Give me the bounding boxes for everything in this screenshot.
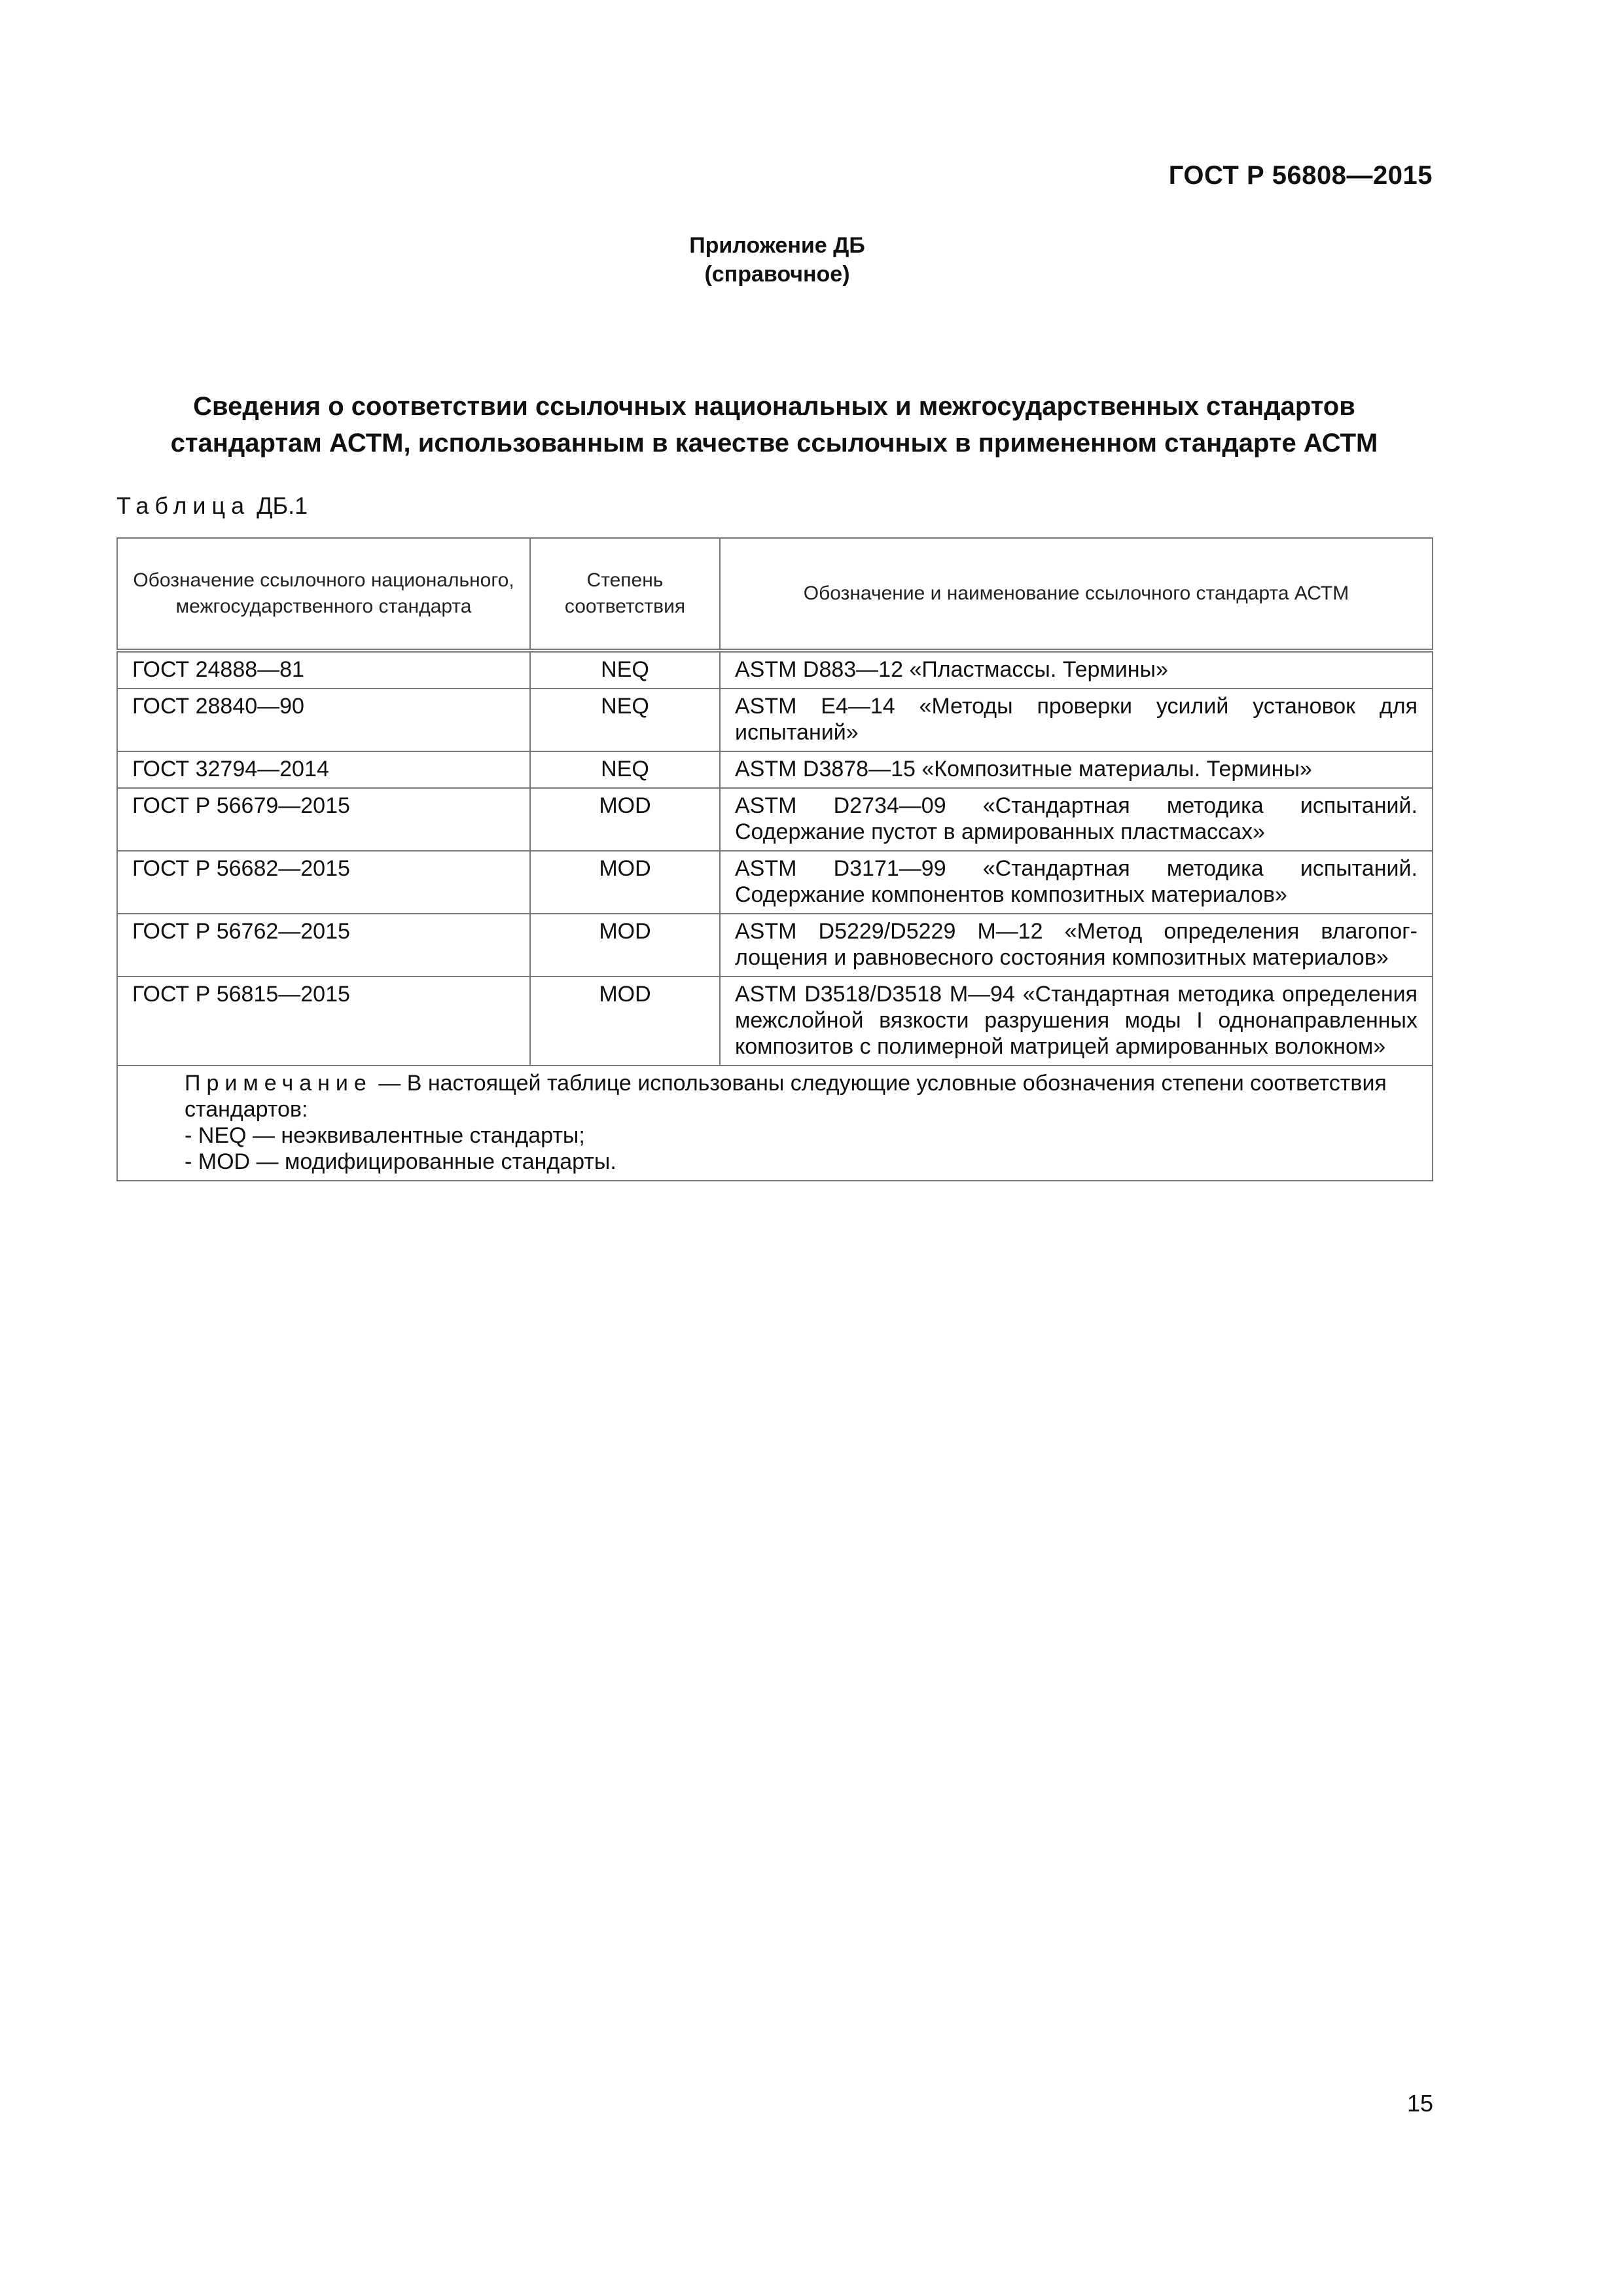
table-header-row: [117, 538, 1433, 651]
table-row: [117, 689, 1433, 751]
cell-degree: MOD: [530, 851, 720, 914]
table-row: [117, 751, 1433, 788]
note-label: Примечание: [185, 1071, 372, 1096]
cell-degree: MOD: [530, 914, 720, 977]
cell-astm: ASTM D3878—15 «Композитные материалы. Термины»: [720, 751, 1433, 788]
appendix-title: Приложение ДБ: [689, 233, 865, 258]
cell-code: ГОСТ Р 56762—2015: [117, 914, 530, 977]
header-national-standard: Обозначение ссылочного национального, межгосударственного стандарта: [117, 538, 530, 651]
header-degree: Степень соответствия: [530, 538, 720, 651]
cell-code: ГОСТ Р 56682—2015: [117, 851, 530, 914]
table-row: [117, 914, 1433, 977]
section-title-line-2: стандартам АСТМ, использованным в качестве ссылочных в примененном стандарте АСТМ: [170, 429, 1378, 457]
cell-code: ГОСТ Р 56679—2015: [117, 788, 530, 851]
cell-astm: ASTM E4—14 «Методы проверки усилий установок для испытаний»: [720, 689, 1433, 751]
header-astm-standard: Обозначение и наименование ссылочного стандарта АСТМ: [720, 538, 1433, 651]
cell-astm: ASTM D3171—99 «Стандартная методика испытаний. Содержание компонентов композитных материалов»: [720, 851, 1433, 914]
cell-degree: NEQ: [530, 651, 720, 689]
cell-code: ГОСТ Р 56815—2015: [117, 977, 530, 1066]
table-row: [117, 851, 1433, 914]
section-title-line-1: Сведения о соответствии ссылочных национальных и межгосударственных стандартов: [193, 392, 1355, 421]
table-row: [117, 788, 1433, 851]
cell-degree: NEQ: [530, 689, 720, 751]
table-caption: [116, 492, 308, 520]
section-title: [116, 388, 1432, 461]
correspondence-table: [116, 537, 1433, 1181]
cell-code: ГОСТ 28840—90: [117, 689, 530, 751]
cell-degree: NEQ: [530, 751, 720, 788]
cell-astm: ASTM D883—12 «Пластмассы. Термины»: [720, 651, 1433, 689]
note-item-mod: - MOD — модифицированные стандарты.: [185, 1149, 616, 1174]
appendix-heading: [0, 231, 1554, 289]
note-text: — В настоящей таблице использованы следующие условные обозначения степени соответствия стандартов:: [185, 1071, 1387, 1122]
cell-astm: ASTM D2734—09 «Стандартная методика испытаний. Содержание пустот в армированных пластмассах»: [720, 788, 1433, 851]
appendix-subtitle: (справочное): [704, 262, 850, 287]
cell-code: ГОСТ 32794—2014: [117, 751, 530, 788]
page-number: 15: [1406, 2090, 1433, 2117]
table-note-row: [117, 1066, 1433, 1181]
cell-astm: ASTM D3518/D3518 M—94 «Стандартная методика определения межслойной вязкости разрушения моды I однонаправленных композитов с полимерной матрицей армированных волокном»: [720, 977, 1433, 1066]
note-intro: [132, 1070, 1418, 1122]
table-row: [117, 651, 1433, 689]
cell-astm: ASTM D5229/D5229 M—12 «Метод определения влагопоглощения и равновесного состояния композитных материалов»: [720, 914, 1433, 977]
note-item-neq: - NEQ — неэквивалентные стандарты;: [185, 1123, 585, 1148]
document-number: ГОСТ Р 56808—2015: [1168, 161, 1433, 190]
cell-degree: MOD: [530, 788, 720, 851]
cell-degree: MOD: [530, 977, 720, 1066]
table-row: [117, 977, 1433, 1066]
table-caption-word: Таблица: [116, 492, 251, 519]
table-caption-number: ДБ.1: [257, 492, 308, 519]
cell-code: ГОСТ 24888—81: [117, 651, 530, 689]
table-note: [117, 1066, 1433, 1181]
